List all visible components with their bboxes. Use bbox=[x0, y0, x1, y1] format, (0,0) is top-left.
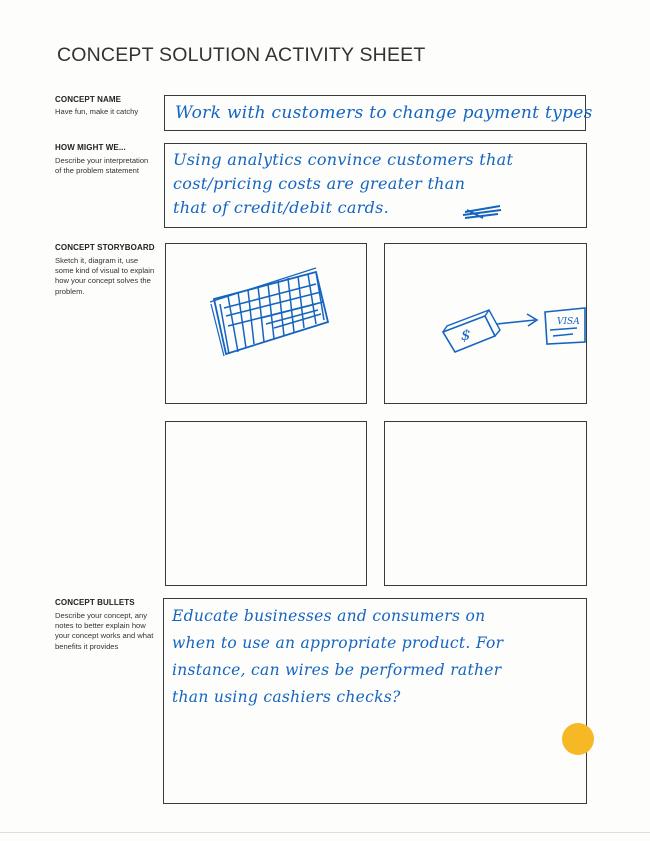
concept-name-heading: CONCEPT NAME bbox=[55, 95, 122, 104]
storyboard-panel-2[interactable] bbox=[384, 243, 587, 404]
concept-bullets-line: than using cashiers checks? bbox=[172, 688, 401, 706]
scribble-mark bbox=[165, 144, 588, 229]
cash-symbol: $ bbox=[461, 326, 471, 344]
concept-bullets-heading: CONCEPT BULLETS bbox=[55, 598, 135, 607]
storyboard-panel-1[interactable] bbox=[165, 243, 367, 404]
sheet-title: CONCEPT SOLUTION ACTIVITY SHEET bbox=[57, 44, 426, 66]
page-bottom-edge bbox=[0, 832, 650, 833]
concept-name-description: Have fun, make it catchy bbox=[55, 107, 139, 116]
concept-name-box[interactable] bbox=[164, 95, 593, 131]
storyboard-heading: CONCEPT STORYBOARD bbox=[55, 243, 155, 252]
storyboard-description: Sketch it, diagram it, use some kind of visual to explain how your concept solves the problem. bbox=[55, 256, 155, 296]
how-might-we-line: Using analytics convince customers that bbox=[173, 150, 514, 169]
card-label: VISA bbox=[557, 317, 580, 327]
storyboard-panel-3[interactable] bbox=[165, 421, 367, 586]
hatched-box-sketch bbox=[166, 244, 368, 405]
concept-bullets-line: instance, can wires be performed rather bbox=[172, 661, 502, 679]
concept-bullets-box[interactable] bbox=[163, 598, 587, 804]
concept-name-answer: Work with customers to change payment types bbox=[175, 103, 593, 123]
concept-bullets-line: when to use an appropriate product. For bbox=[172, 634, 504, 652]
yellow-dot-marker bbox=[562, 723, 594, 755]
how-might-we-box[interactable] bbox=[164, 143, 587, 228]
how-might-we-description: Describe your interpretation of the problem statement bbox=[55, 156, 149, 176]
storyboard-panel-4[interactable] bbox=[384, 421, 587, 586]
concept-bullets-answer bbox=[172, 603, 503, 711]
concept-bullets-line: Educate businesses and consumers on bbox=[172, 607, 486, 625]
cash-to-card-sketch bbox=[385, 244, 588, 405]
how-might-we-heading: HOW MIGHT WE... bbox=[55, 143, 126, 152]
how-might-we-line: that of credit/debit cards. bbox=[173, 198, 390, 217]
how-might-we-line: cost/pricing costs are greater than bbox=[173, 174, 466, 193]
concept-bullets-description: Describe your concept, any notes to better explain how your concept works and what benefits it provides bbox=[55, 611, 154, 651]
